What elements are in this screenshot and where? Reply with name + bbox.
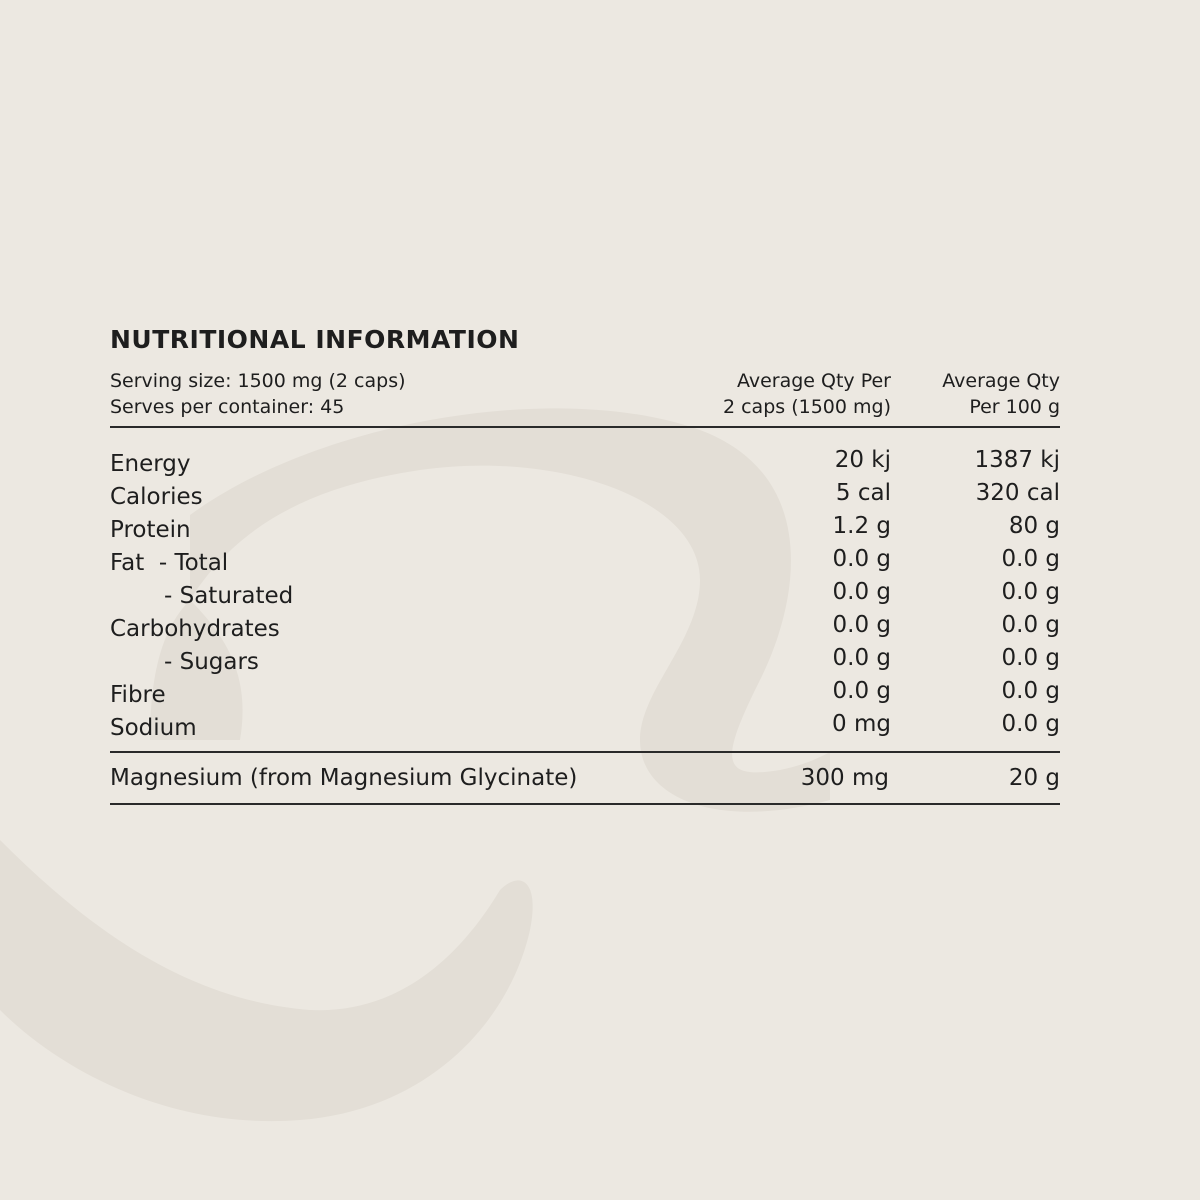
nutrient-rows xyxy=(110,428,1060,751)
magnesium-row xyxy=(110,753,1060,803)
nutrition-panel xyxy=(110,322,1060,805)
per-serve-value: 0.0 g xyxy=(832,645,891,671)
nutrient-label: Protein xyxy=(110,517,191,543)
nutrient-label: Carbohydrates xyxy=(110,616,280,642)
magnesium-bottom-divider xyxy=(110,803,1060,805)
per-100g-value: 0.0 g xyxy=(1001,678,1060,704)
magnesium-per-100g: 20 g xyxy=(1008,765,1060,791)
nutrient-label: - Saturated xyxy=(164,583,294,609)
per-serve-value: 0.0 g xyxy=(832,678,891,704)
nutrient-row-saturated xyxy=(110,578,1060,611)
nutrient-label: Fibre xyxy=(110,682,166,708)
nutrient-row-calories xyxy=(110,479,1060,512)
magnesium-per-serve: 300 mg xyxy=(800,765,889,791)
nutrient-row-protein xyxy=(110,512,1060,545)
per-serve-value: 20 kj xyxy=(834,447,891,473)
serving-info xyxy=(110,368,406,420)
nutrient-label: Energy xyxy=(110,451,191,477)
per-100g-value: 0.0 g xyxy=(1001,645,1060,671)
nutrient-label: Sodium xyxy=(110,715,197,741)
nutrient-row-sugars xyxy=(110,644,1060,677)
column-header-per-serve: Average Qty Per 2 caps (1500 mg) xyxy=(722,370,891,418)
per-serve-value: 0.0 g xyxy=(832,546,891,572)
per-serve-value: 5 cal xyxy=(835,480,891,506)
magnesium-label: Magnesium (from Magnesium Glycinate) xyxy=(110,765,578,791)
per-100g-value: 0.0 g xyxy=(1001,612,1060,638)
per-100g-value: 80 g xyxy=(1008,513,1060,539)
nutrient-row-sodium xyxy=(110,710,1060,743)
nutrient-label: Calories xyxy=(110,484,203,510)
nutrient-row-energy xyxy=(110,446,1060,479)
column-header-per-100g: Average Qty Per 100 g xyxy=(942,370,1060,418)
panel-title: NUTRITIONAL INFORMATION xyxy=(110,325,520,354)
nutrient-row-carbohydrates xyxy=(110,611,1060,644)
per-100g-value: 320 cal xyxy=(975,480,1060,506)
header-block xyxy=(110,368,1060,426)
serves-per-container: Serves per container: 45 xyxy=(110,396,345,418)
nutrient-label: Fat - Total xyxy=(110,550,229,576)
nutrient-row-fibre xyxy=(110,677,1060,710)
per-100g-value: 0.0 g xyxy=(1001,546,1060,572)
per-serve-value: 1.2 g xyxy=(832,513,891,539)
per-100g-value: 0.0 g xyxy=(1001,579,1060,605)
nutrient-row-fat-total xyxy=(110,545,1060,578)
per-serve-value: 0.0 g xyxy=(832,612,891,638)
per-serve-value: 0.0 g xyxy=(832,579,891,605)
nutrient-label: - Sugars xyxy=(164,649,259,675)
per-100g-value: 0.0 g xyxy=(1001,711,1060,737)
per-100g-value: 1387 kj xyxy=(974,447,1060,473)
per-serve-value: 0 mg xyxy=(832,711,891,737)
serving-size: Serving size: 1500 mg (2 caps) xyxy=(110,370,406,392)
